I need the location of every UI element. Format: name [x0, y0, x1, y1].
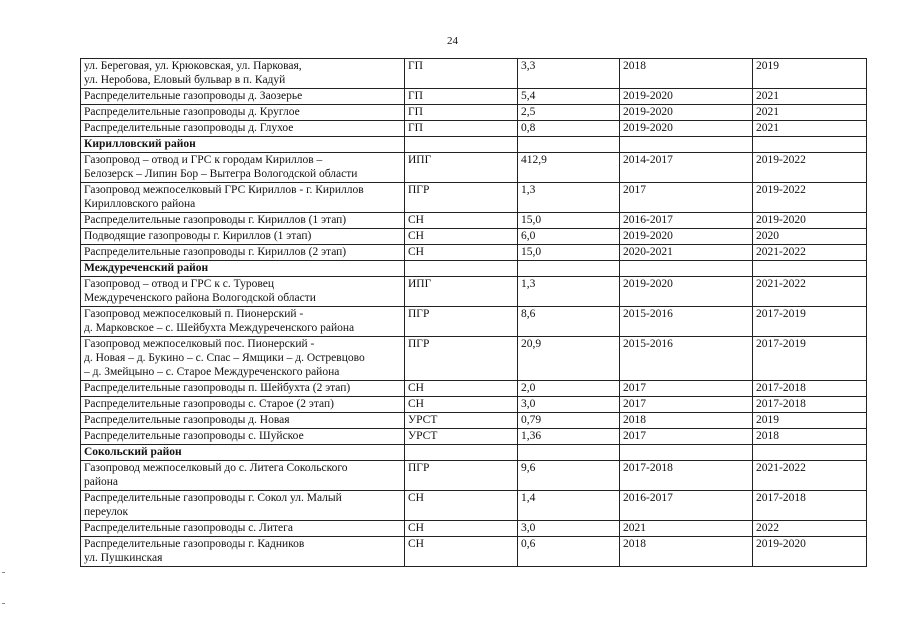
cell-build: 2019-2022 — [753, 153, 867, 183]
cell-length: 0,6 — [518, 537, 620, 567]
cell-design: 2020-2021 — [620, 245, 753, 261]
cell-length: 0,79 — [518, 413, 620, 429]
table-row — [81, 277, 867, 307]
table-row — [81, 337, 867, 381]
cell-kind: ИПГ — [405, 277, 518, 307]
cell-length: 1,3 — [518, 183, 620, 213]
cell-name: Газопровод – отвод и ГРС к городам Кириллов – Белозерск – Липин Бор – Вытегра Вологодской области — [81, 153, 405, 183]
table-row — [81, 245, 867, 261]
cell-build: 2021 — [753, 121, 867, 137]
cell-build: 2018 — [753, 429, 867, 445]
table-row — [81, 229, 867, 245]
cell-name: Газопровод – отвод и ГРС к с. Туровец Междуреченского района Вологодской области — [81, 277, 405, 307]
cell-name: Распределительные газопроводы с. Старое (2 этап) — [81, 397, 405, 413]
cell-kind: СН — [405, 397, 518, 413]
cell-kind: ГП — [405, 89, 518, 105]
cell-build: 2021 — [753, 105, 867, 121]
cell-kind: СН — [405, 229, 518, 245]
cell-length: 3,0 — [518, 521, 620, 537]
empty-cell — [620, 445, 753, 461]
cell-length: 2,5 — [518, 105, 620, 121]
section-row — [81, 445, 867, 461]
cell-kind: УРСТ — [405, 429, 518, 445]
cell-kind: ПГР — [405, 183, 518, 213]
empty-cell — [753, 445, 867, 461]
cell-length: 5,4 — [518, 89, 620, 105]
cell-build: 2020 — [753, 229, 867, 245]
cell-name: Распределительные газопроводы п. Шейбухта (2 этап) — [81, 381, 405, 397]
empty-cell — [620, 261, 753, 277]
cell-name: Распределительные газопроводы г. Кириллов (2 этап) — [81, 245, 405, 261]
page-number: 24 — [447, 35, 458, 47]
cell-design: 2014-2017 — [620, 153, 753, 183]
cell-design: 2015-2016 — [620, 307, 753, 337]
cell-length: 9,6 — [518, 461, 620, 491]
empty-cell — [620, 137, 753, 153]
cell-design: 2019-2020 — [620, 89, 753, 105]
table-row — [81, 381, 867, 397]
cell-design: 2017-2018 — [620, 461, 753, 491]
cell-design: 2021 — [620, 521, 753, 537]
cell-kind: ГП — [405, 121, 518, 137]
table-row — [81, 59, 867, 89]
cell-build: 2019 — [753, 413, 867, 429]
empty-cell — [405, 445, 518, 461]
table-row — [81, 183, 867, 213]
table-row — [81, 213, 867, 229]
cell-build: 2019-2022 — [753, 183, 867, 213]
cell-build: 2017-2018 — [753, 491, 867, 521]
cell-design: 2019-2020 — [620, 121, 753, 137]
cell-name: Распределительные газопроводы д. Новая — [81, 413, 405, 429]
cell-build: 2021-2022 — [753, 461, 867, 491]
cell-build: 2022 — [753, 521, 867, 537]
cell-name: Газопровод межпоселковый пос. Пионерский - д. Новая – д. Букино – с. Спас – Ямщики – д. Остревцово – д. Змейцыно – с. Старое Междуреченского района — [81, 337, 405, 381]
table-row — [81, 397, 867, 413]
cell-build: 2021-2022 — [753, 245, 867, 261]
section-title: Кирилловский район — [81, 137, 405, 153]
cell-name: Газопровод межпоселковый до с. Литега Сокольского района — [81, 461, 405, 491]
cell-kind: УРСТ — [405, 413, 518, 429]
cell-name: Распределительные газопроводы д. Заозерье — [81, 89, 405, 105]
cell-length: 15,0 — [518, 213, 620, 229]
cell-design: 2015-2016 — [620, 337, 753, 381]
cell-name: Распределительные газопроводы г. Сокол ул. Малый переулок — [81, 491, 405, 521]
table-row — [81, 307, 867, 337]
cell-name: Газопровод межпоселковый ГРС Кириллов - г. Кириллов Кирилловского района — [81, 183, 405, 213]
cell-name: Распределительные газопроводы д. Глухое — [81, 121, 405, 137]
cell-kind: СН — [405, 521, 518, 537]
empty-cell — [518, 261, 620, 277]
cell-length: 0,8 — [518, 121, 620, 137]
table-row — [81, 461, 867, 491]
cell-length: 15,0 — [518, 245, 620, 261]
cell-design: 2017 — [620, 183, 753, 213]
section-title: Сокольский район — [81, 445, 405, 461]
cell-design: 2018 — [620, 537, 753, 567]
cell-build: 2019 — [753, 59, 867, 89]
table-row — [81, 521, 867, 537]
scan-artifact — [2, 603, 5, 604]
cell-name: Подводящие газопроводы г. Кириллов (1 этап) — [81, 229, 405, 245]
cell-design: 2016-2017 — [620, 491, 753, 521]
table-row — [81, 429, 867, 445]
cell-kind: СН — [405, 491, 518, 521]
cell-build: 2017-2018 — [753, 397, 867, 413]
cell-design: 2019-2020 — [620, 277, 753, 307]
section-row — [81, 137, 867, 153]
cell-kind: СН — [405, 381, 518, 397]
cell-kind: ГП — [405, 59, 518, 89]
cell-build: 2017-2019 — [753, 337, 867, 381]
cell-build: 2017-2019 — [753, 307, 867, 337]
cell-length: 3,0 — [518, 397, 620, 413]
table-row — [81, 537, 867, 567]
empty-cell — [405, 261, 518, 277]
empty-cell — [753, 261, 867, 277]
cell-length: 6,0 — [518, 229, 620, 245]
cell-length: 2,0 — [518, 381, 620, 397]
cell-kind: ПГР — [405, 337, 518, 381]
cell-kind: СН — [405, 245, 518, 261]
cell-name: Распределительные газопроводы с. Литега — [81, 521, 405, 537]
cell-build: 2021-2022 — [753, 277, 867, 307]
cell-length: 1,3 — [518, 277, 620, 307]
cell-design: 2017 — [620, 381, 753, 397]
table-row — [81, 413, 867, 429]
cell-kind: ПГР — [405, 461, 518, 491]
cell-length: 20,9 — [518, 337, 620, 381]
cell-design: 2018 — [620, 59, 753, 89]
cell-kind: СН — [405, 213, 518, 229]
empty-cell — [518, 445, 620, 461]
cell-name: ул. Береговая, ул. Крюковская, ул. Парковая, ул. Неробова, Еловый бульвар в п. Кадуй — [81, 59, 405, 89]
cell-name: Распределительные газопроводы г. Кириллов (1 этап) — [81, 213, 405, 229]
cell-length: 8,6 — [518, 307, 620, 337]
cell-length: 1,36 — [518, 429, 620, 445]
cell-kind: ИПГ — [405, 153, 518, 183]
cell-design: 2019-2020 — [620, 105, 753, 121]
empty-cell — [405, 137, 518, 153]
cell-design: 2019-2020 — [620, 229, 753, 245]
cell-kind: СН — [405, 537, 518, 567]
cell-design: 2017 — [620, 397, 753, 413]
cell-name: Распределительные газопроводы с. Шуйское — [81, 429, 405, 445]
cell-design: 2016-2017 — [620, 213, 753, 229]
table-row — [81, 105, 867, 121]
cell-build: 2019-2020 — [753, 213, 867, 229]
cell-design: 2017 — [620, 429, 753, 445]
cell-build: 2017-2018 — [753, 381, 867, 397]
section-row — [81, 261, 867, 277]
scan-artifact — [2, 572, 5, 573]
cell-kind: ГП — [405, 105, 518, 121]
cell-length: 412,9 — [518, 153, 620, 183]
table-row — [81, 153, 867, 183]
cell-build: 2021 — [753, 89, 867, 105]
cell-length: 1,4 — [518, 491, 620, 521]
cell-name: Распределительные газопроводы г. Кадников ул. Пушкинская — [81, 537, 405, 567]
cell-design: 2018 — [620, 413, 753, 429]
cell-name: Газопровод межпоселковый п. Пионерский - д. Марковское – с. Шейбухта Междуреченского района — [81, 307, 405, 337]
table-body — [81, 59, 867, 567]
table-row — [81, 121, 867, 137]
empty-cell — [753, 137, 867, 153]
cell-kind: ПГР — [405, 307, 518, 337]
cell-name: Распределительные газопроводы д. Круглое — [81, 105, 405, 121]
table-row — [81, 491, 867, 521]
table-row — [81, 89, 867, 105]
cell-build: 2019-2020 — [753, 537, 867, 567]
empty-cell — [518, 137, 620, 153]
section-title: Междуреченский район — [81, 261, 405, 277]
gas-pipeline-table — [80, 58, 867, 567]
cell-length: 3,3 — [518, 59, 620, 89]
